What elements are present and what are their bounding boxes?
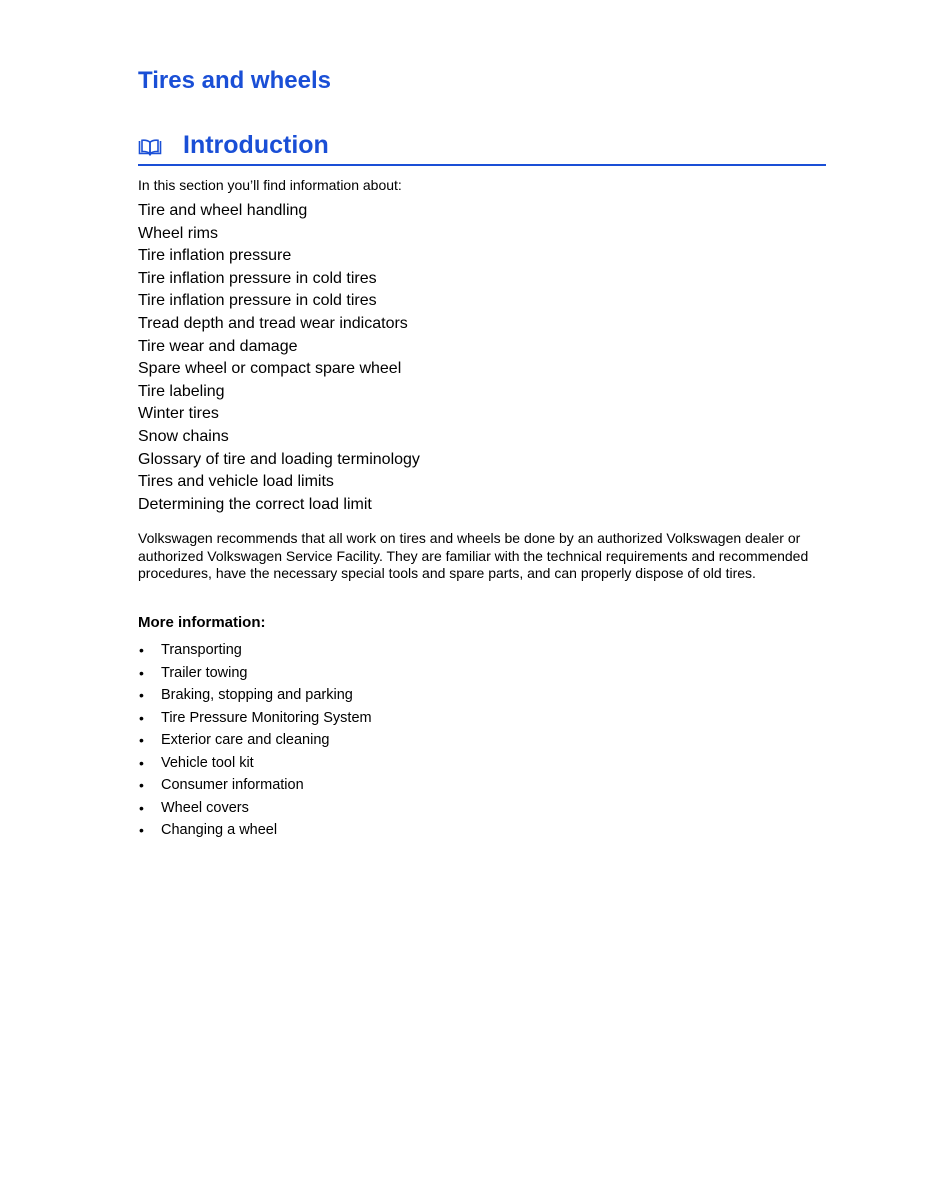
book-icon [138, 138, 162, 156]
more-information-link[interactable]: Changing a wheel [161, 822, 278, 838]
recommendation-paragraph: Volkswagen recommends that all work on tires and wheels be done by an authorized Volkswagen dealer or authorized Volkswagen Service Facility. They are familiar with the technical requirements and recommended procedures, have the necessary special tools and spare parts, and can properly dispose of old tires. [138, 530, 809, 582]
topic-item: Tire inflation pressure in cold tires [138, 292, 377, 310]
topic-item: Determining the correct load limit [138, 495, 372, 513]
section-title: Introduction [183, 131, 329, 159]
bullet-icon: • [139, 822, 144, 838]
more-information-link[interactable]: Wheel covers [161, 799, 249, 816]
bullet-icon: • [139, 754, 144, 771]
topic-item: Spare wheel or compact spare wheel [138, 360, 402, 378]
more-information-link[interactable]: Tire Pressure Monitoring System [161, 709, 372, 726]
more-information-link[interactable]: Trailer towing [161, 664, 248, 681]
bullet-icon: • [139, 687, 144, 703]
section-header [138, 130, 826, 166]
chapter-title: Tires and wheels [138, 67, 331, 94]
bullet-icon: • [139, 664, 144, 681]
topic-item: Snow chains [138, 427, 229, 445]
more-information-heading: More information: [138, 614, 266, 631]
bullet-icon: • [139, 799, 144, 816]
topic-item: Tire labeling [138, 382, 225, 400]
intro-lead: In this section you’ll find information about: [138, 177, 402, 193]
topic-item: Tires and vehicle load limits [138, 473, 334, 491]
topic-item: Tread depth and tread wear indicators [138, 314, 408, 332]
more-information-link[interactable]: Consumer information [161, 777, 304, 793]
topic-item: Winter tires [138, 405, 219, 423]
bullet-icon: • [139, 777, 144, 793]
topic-item: Glossary of tire and loading terminology [138, 450, 420, 468]
topic-item: Tire inflation pressure in cold tires [138, 269, 377, 287]
bullet-icon: • [139, 642, 144, 658]
topic-item: Wheel rims [138, 224, 219, 242]
topic-item: Tire inflation pressure [138, 247, 292, 265]
more-information-link[interactable]: Transporting [161, 642, 242, 658]
more-information-link[interactable]: Braking, stopping and parking [161, 687, 353, 703]
topic-item: Tire and wheel handling [138, 202, 308, 219]
topic-item: Tire wear and damage [138, 337, 298, 355]
more-information-link[interactable]: Exterior care and cleaning [161, 732, 330, 748]
more-information-link[interactable]: Vehicle tool kit [161, 754, 254, 771]
topic-list [138, 200, 420, 516]
bullet-icon: • [139, 732, 144, 748]
bullet-icon: • [139, 709, 144, 726]
